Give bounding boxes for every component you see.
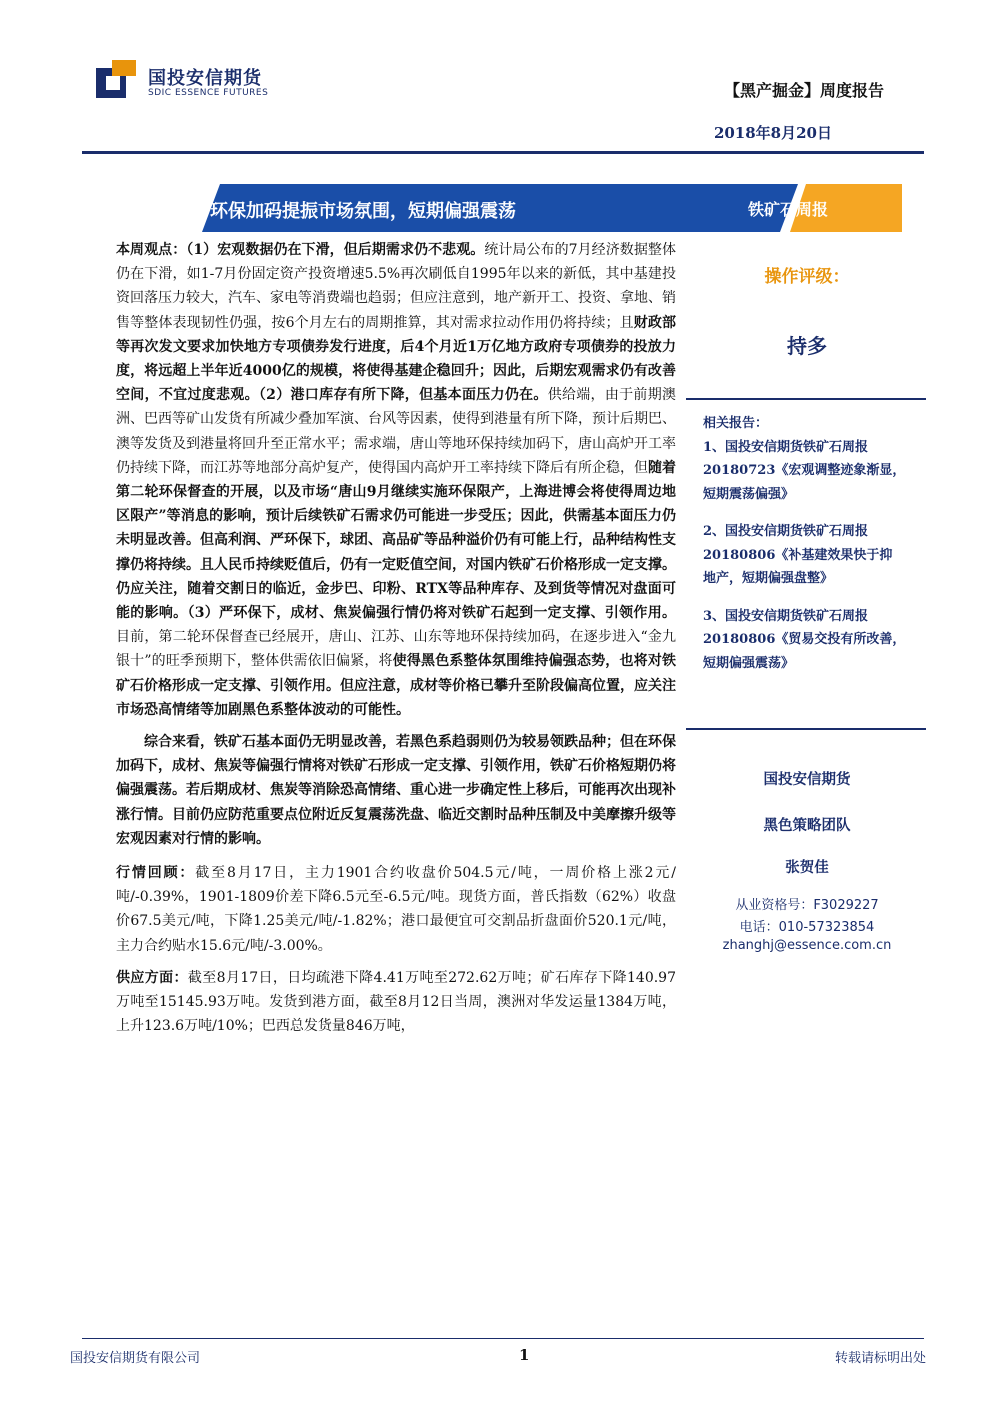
weekly-view-paragraph: 本周观点：（1）宏观数据仍在下滑，但后期需求仍不悲观。统计局公布的7月经济数据整体仍在下滑，如1-7月份固定资产投资增速5.5%再次刷低自1995年以来的新低，其中基建投资回落压力较大，汽车、家电等消费端也趋弱；但应注意到，地产新开工、投资、拿地、销售等整体表现韧性仍强，按6个月左右的周期推算，其对需求拉动作用仍将持续；且财政部等再次发文要求加快地方专项债券发行进度，后4个月近1万亿地方政府专项债券的投放力度，将远超上半年近4000亿的规模，将使得基建企稳回升；因此，后期宏观需求仍有改善空间，不宜过度悲观。（2）港口库存有所下降，但基本面压力仍在。供给端，由于前期澳洲、巴西等矿山发货有所减少叠加军演、台风等因素，使得到港量有所下降，预计后期巴、澳等发货及到港量将回升至正常水平；需求端，唐山等地环保持续加码下，唐山高炉开工率仍持续下降，而江苏等地部分高炉复产，使得国内高炉开工率持续下降后有所企稳，但随着第二轮环保督查的开展，以及市场“唐山9月继续实施环保限产，上海进博会将使得周边地区限产”等消息的影响，预计后续铁矿石需求仍可能进一步受压；因此，供需基本面压力仍未明显改善。但高利润、严环保下，球团、高品矿等品种溢价仍有可能上行，品种结构性支撑仍将持续。且人民币持续贬值后，仍有一定贬值空间，对国内铁矿石价格形成一定支撑。仍应关注，随着交割日的临近，金步巴、印粉、RTX等品种库存、及到货等情况对盘面可能的影响。（3）严环保下，成材、焦炭偏强行情仍将对铁矿石起到一定支撑、引领作用。目前，第二轮环保督查已经展开，唐山、江苏、山东等地环保持续加码，在逐步进入“金九银十”的旺季预期下，整体供需依旧偏紧，将使得黑色系整体氛围维持偏强态势，也将对铁矿石价格形成一定支撑、引领作用。但应注意，成材等价格已攀升至阶段偏高位置，应关注市场恐高情绪等加剧黑色系整体波动的可能性。 bbox=[116, 242, 677, 718]
related-report-item[interactable]: 2、国投安信期货铁矿石周报 20180806《补基建效果快于抑 地产，短期偏强盘整》 bbox=[703, 524, 893, 586]
sidebar-divider-bottom bbox=[686, 728, 926, 730]
weekly-view-heading: 本周观点：（1）宏观数据仍在下滑，但后期需求仍不悲观。 bbox=[116, 242, 485, 258]
market-review-label: 行情回顾： bbox=[116, 865, 196, 882]
author-team: 黑色策略团队 bbox=[763, 818, 851, 834]
author-phone: 电话：010-57323854 bbox=[739, 920, 875, 935]
rating-value: 持多 bbox=[787, 334, 827, 358]
author-license: 从业资格号：F3029227 bbox=[735, 898, 879, 913]
related-report-item[interactable]: 3、国投安信期货铁矿石周报 20180806《贸易交投有所改善， 短期偏强震荡》 bbox=[703, 608, 906, 671]
rating-label: 操作评级： bbox=[764, 267, 850, 287]
report-title: 环保加码提振市场氛围，短期偏强震荡 bbox=[210, 201, 516, 222]
author-name: 张贺佳 bbox=[785, 860, 829, 876]
summary-paragraph: 综合来看，铁矿石基本面仍无明显改善，若黑色系趋弱则仍为较易领跌品种；但在环保加码下，成材、焦炭等偏强行情将对铁矿石形成一定支撑、引领作用，铁矿石价格短期仍将偏强震荡。若后期成材、焦炭等消除恐高情绪、重心进一步确定性上移后，可能再次出现补涨行情。目前仍应防范重要点位附近反复震荡洗盘、临近交割时品种压制及中美摩擦升级等宏观因素对行情的影响。 bbox=[116, 734, 676, 847]
page-number: 1 bbox=[519, 1346, 530, 1364]
author-company: 国投安信期货 bbox=[763, 772, 851, 788]
main-content bbox=[116, 238, 676, 1047]
logo-name-en: SDIC ESSENCE FUTURES bbox=[148, 88, 269, 98]
author-email[interactable]: zhanghj@essence.com.cn bbox=[722, 938, 892, 953]
footer-company: 国投安信期货有限公司 bbox=[70, 1351, 201, 1366]
report-date: 2018年8月20日 bbox=[713, 124, 832, 142]
footer-notice: 转载请标明出处 bbox=[834, 1351, 926, 1366]
supply-paragraph: 供应方面：截至8月17日，日均疏港下降4.41万吨至272.62万吨；矿石库存下降140.97万吨至15145.93万吨。发货到港方面，截至8月12日当周，澳洲对华发运量1384万吨，上升123.6万吨/10%；巴西总发货量846万吨， bbox=[116, 969, 677, 1035]
report-category-tag: 铁矿石周报 bbox=[748, 200, 829, 219]
supply-label: 供应方面： bbox=[116, 969, 188, 986]
report-type: 【黑产掘金】周度报告 bbox=[723, 81, 884, 100]
market-review-paragraph: 行情回顾：截至8月17日，主力1901合约收盘价504.5元/吨，一周价格上涨2元/吨/-0.39%，1901-1809价差下降6.5元至-6.5元/吨。现货方面，普氏指数（62%）收盘价67.5美元/吨，下降1.25美元/吨/-1.82%；港口最便宜可交割品折盘面价520.1元/吨，主力合约贴水15.6元/吨/-3.00%。 bbox=[116, 865, 676, 954]
footer-divider bbox=[82, 1338, 924, 1339]
related-reports bbox=[703, 412, 923, 689]
sidebar-divider-top bbox=[686, 398, 926, 400]
related-reports-title: 相关报告： bbox=[703, 416, 769, 431]
logo-name-cn: 国投安信期货 bbox=[148, 68, 262, 89]
company-logo bbox=[96, 60, 296, 102]
header-divider bbox=[82, 151, 924, 154]
logo-mark-icon bbox=[96, 60, 136, 98]
related-report-item[interactable]: 1、国投安信期货铁矿石周报 20180723《宏观调整迹象渐显， 短期震荡偏强》 bbox=[703, 439, 906, 502]
